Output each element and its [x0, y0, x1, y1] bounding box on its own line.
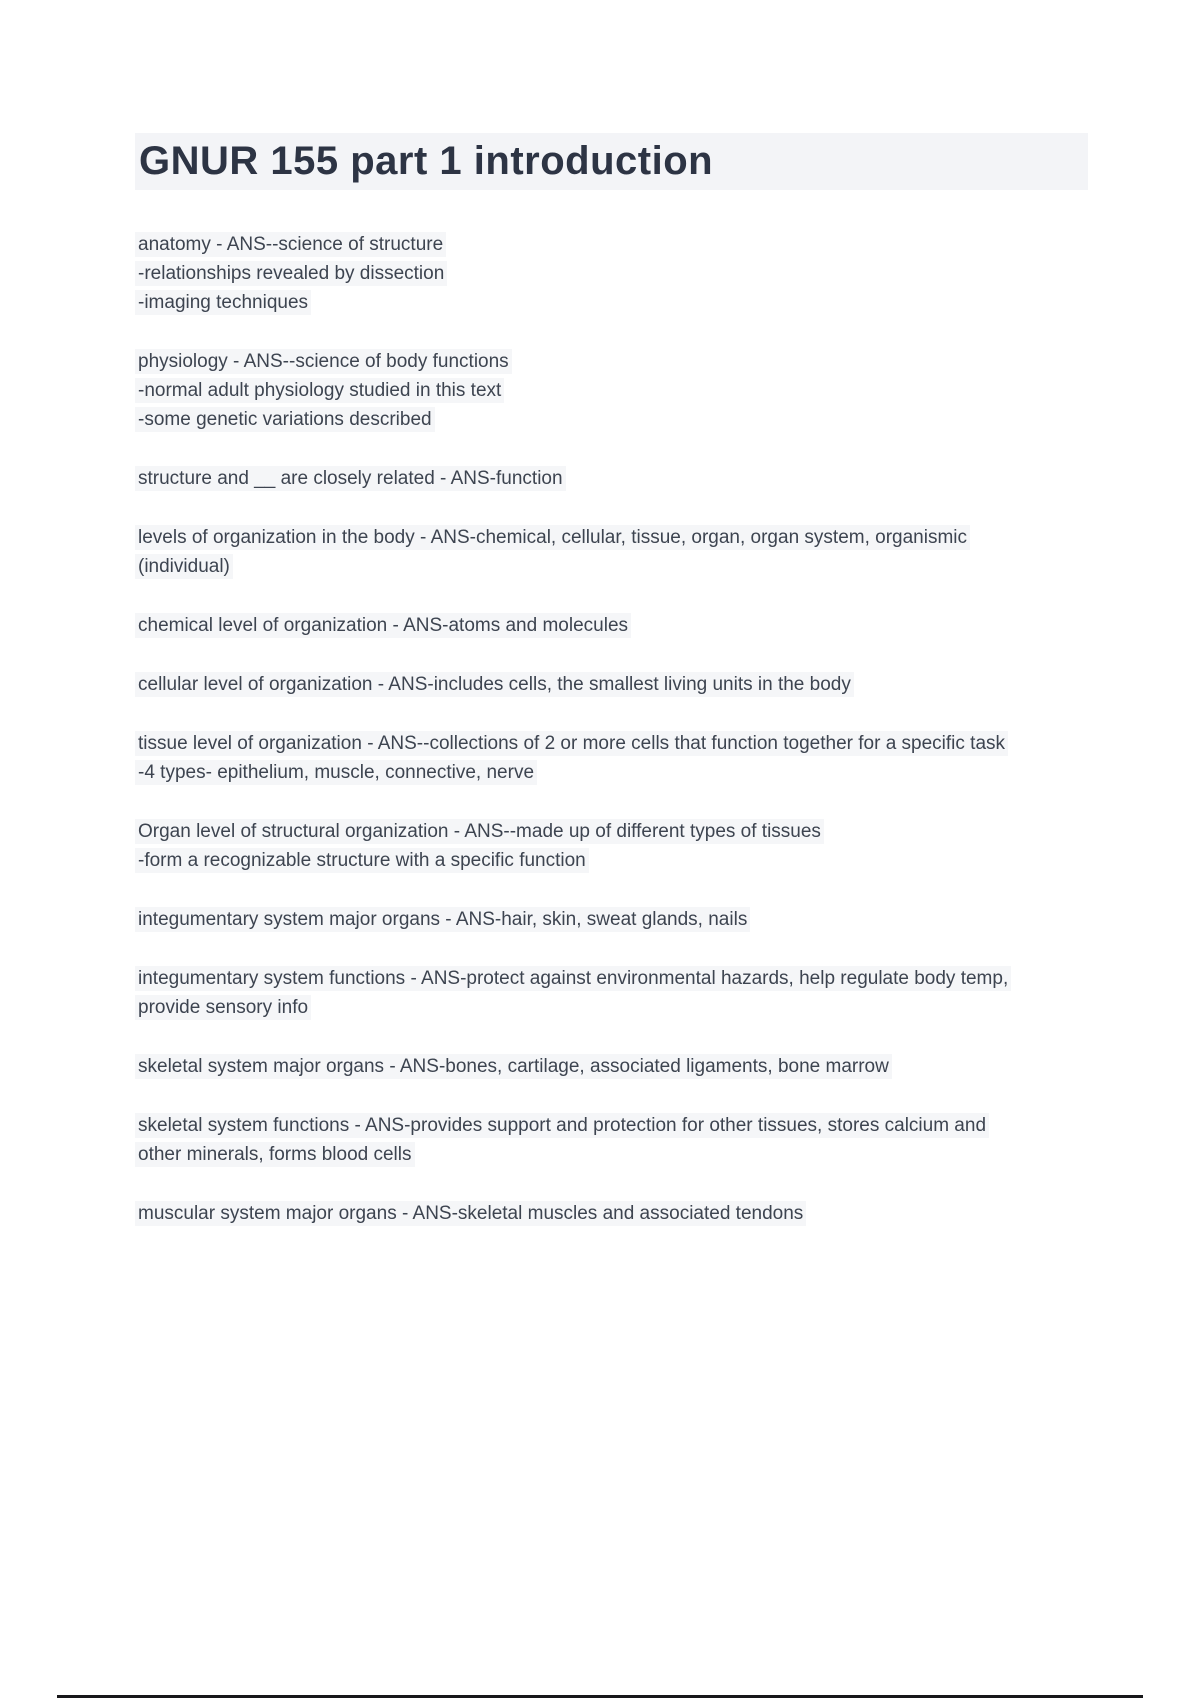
flashcard-line: Organ level of structural organization - ANS--made up of different types of tissues	[135, 819, 824, 844]
flashcard-line: skeletal system major organs - ANS-bones, cartilage, associated ligaments, bone marrow	[135, 1054, 892, 1079]
flashcard-line: -relationships revealed by dissection	[135, 261, 447, 286]
flashcard	[135, 817, 1015, 875]
flashcard-line: -4 types- epithelium, muscle, connective, nerve	[135, 760, 537, 785]
flashcard-line: physiology - ANS--science of body functions	[135, 349, 512, 374]
flashcard	[135, 230, 1015, 317]
flashcard-line: anatomy - ANS--science of structure	[135, 232, 446, 257]
flashcard-line: skeletal system functions - ANS-provides support and protection for other tissues, stores calcium and other minerals, forms blood cells	[135, 1113, 989, 1167]
flashcard	[135, 905, 1015, 934]
flashcard-line: -some genetic variations described	[135, 407, 435, 432]
flashcard-line: tissue level of organization - ANS--collections of 2 or more cells that function together for a specific task	[135, 731, 1008, 756]
flashcard-line: integumentary system functions - ANS-protect against environmental hazards, help regulate body temp, provide sensory info	[135, 966, 1011, 1020]
flashcard-line: cellular level of organization - ANS-includes cells, the smallest living units in the body	[135, 672, 854, 697]
flashcard	[135, 1199, 1015, 1228]
flashcard	[135, 464, 1015, 493]
flashcard	[135, 1111, 1015, 1169]
page-bottom-divider	[57, 1695, 1143, 1698]
page-title: GNUR 155 part 1 introduction	[135, 133, 1088, 190]
flashcard	[135, 670, 1015, 699]
flashcard-line: integumentary system major organs - ANS-hair, skin, sweat glands, nails	[135, 907, 750, 932]
flashcard-line: chemical level of organization - ANS-atoms and molecules	[135, 613, 631, 638]
flashcard-list	[135, 230, 1015, 1228]
flashcard-line: structure and __ are closely related - ANS-function	[135, 466, 566, 491]
flashcard-line: levels of organization in the body - ANS-chemical, cellular, tissue, organ, organ system, organismic (individual)	[135, 525, 970, 579]
flashcard	[135, 347, 1015, 434]
flashcard-line: -normal adult physiology studied in this text	[135, 378, 504, 403]
flashcard	[135, 729, 1015, 787]
flashcard-line: -imaging techniques	[135, 290, 311, 315]
flashcard	[135, 1052, 1015, 1081]
flashcard	[135, 523, 1015, 581]
flashcard-line: -form a recognizable structure with a specific function	[135, 848, 589, 873]
flashcard	[135, 964, 1015, 1022]
flashcard-line: muscular system major organs - ANS-skeletal muscles and associated tendons	[135, 1201, 806, 1226]
flashcard	[135, 611, 1015, 640]
